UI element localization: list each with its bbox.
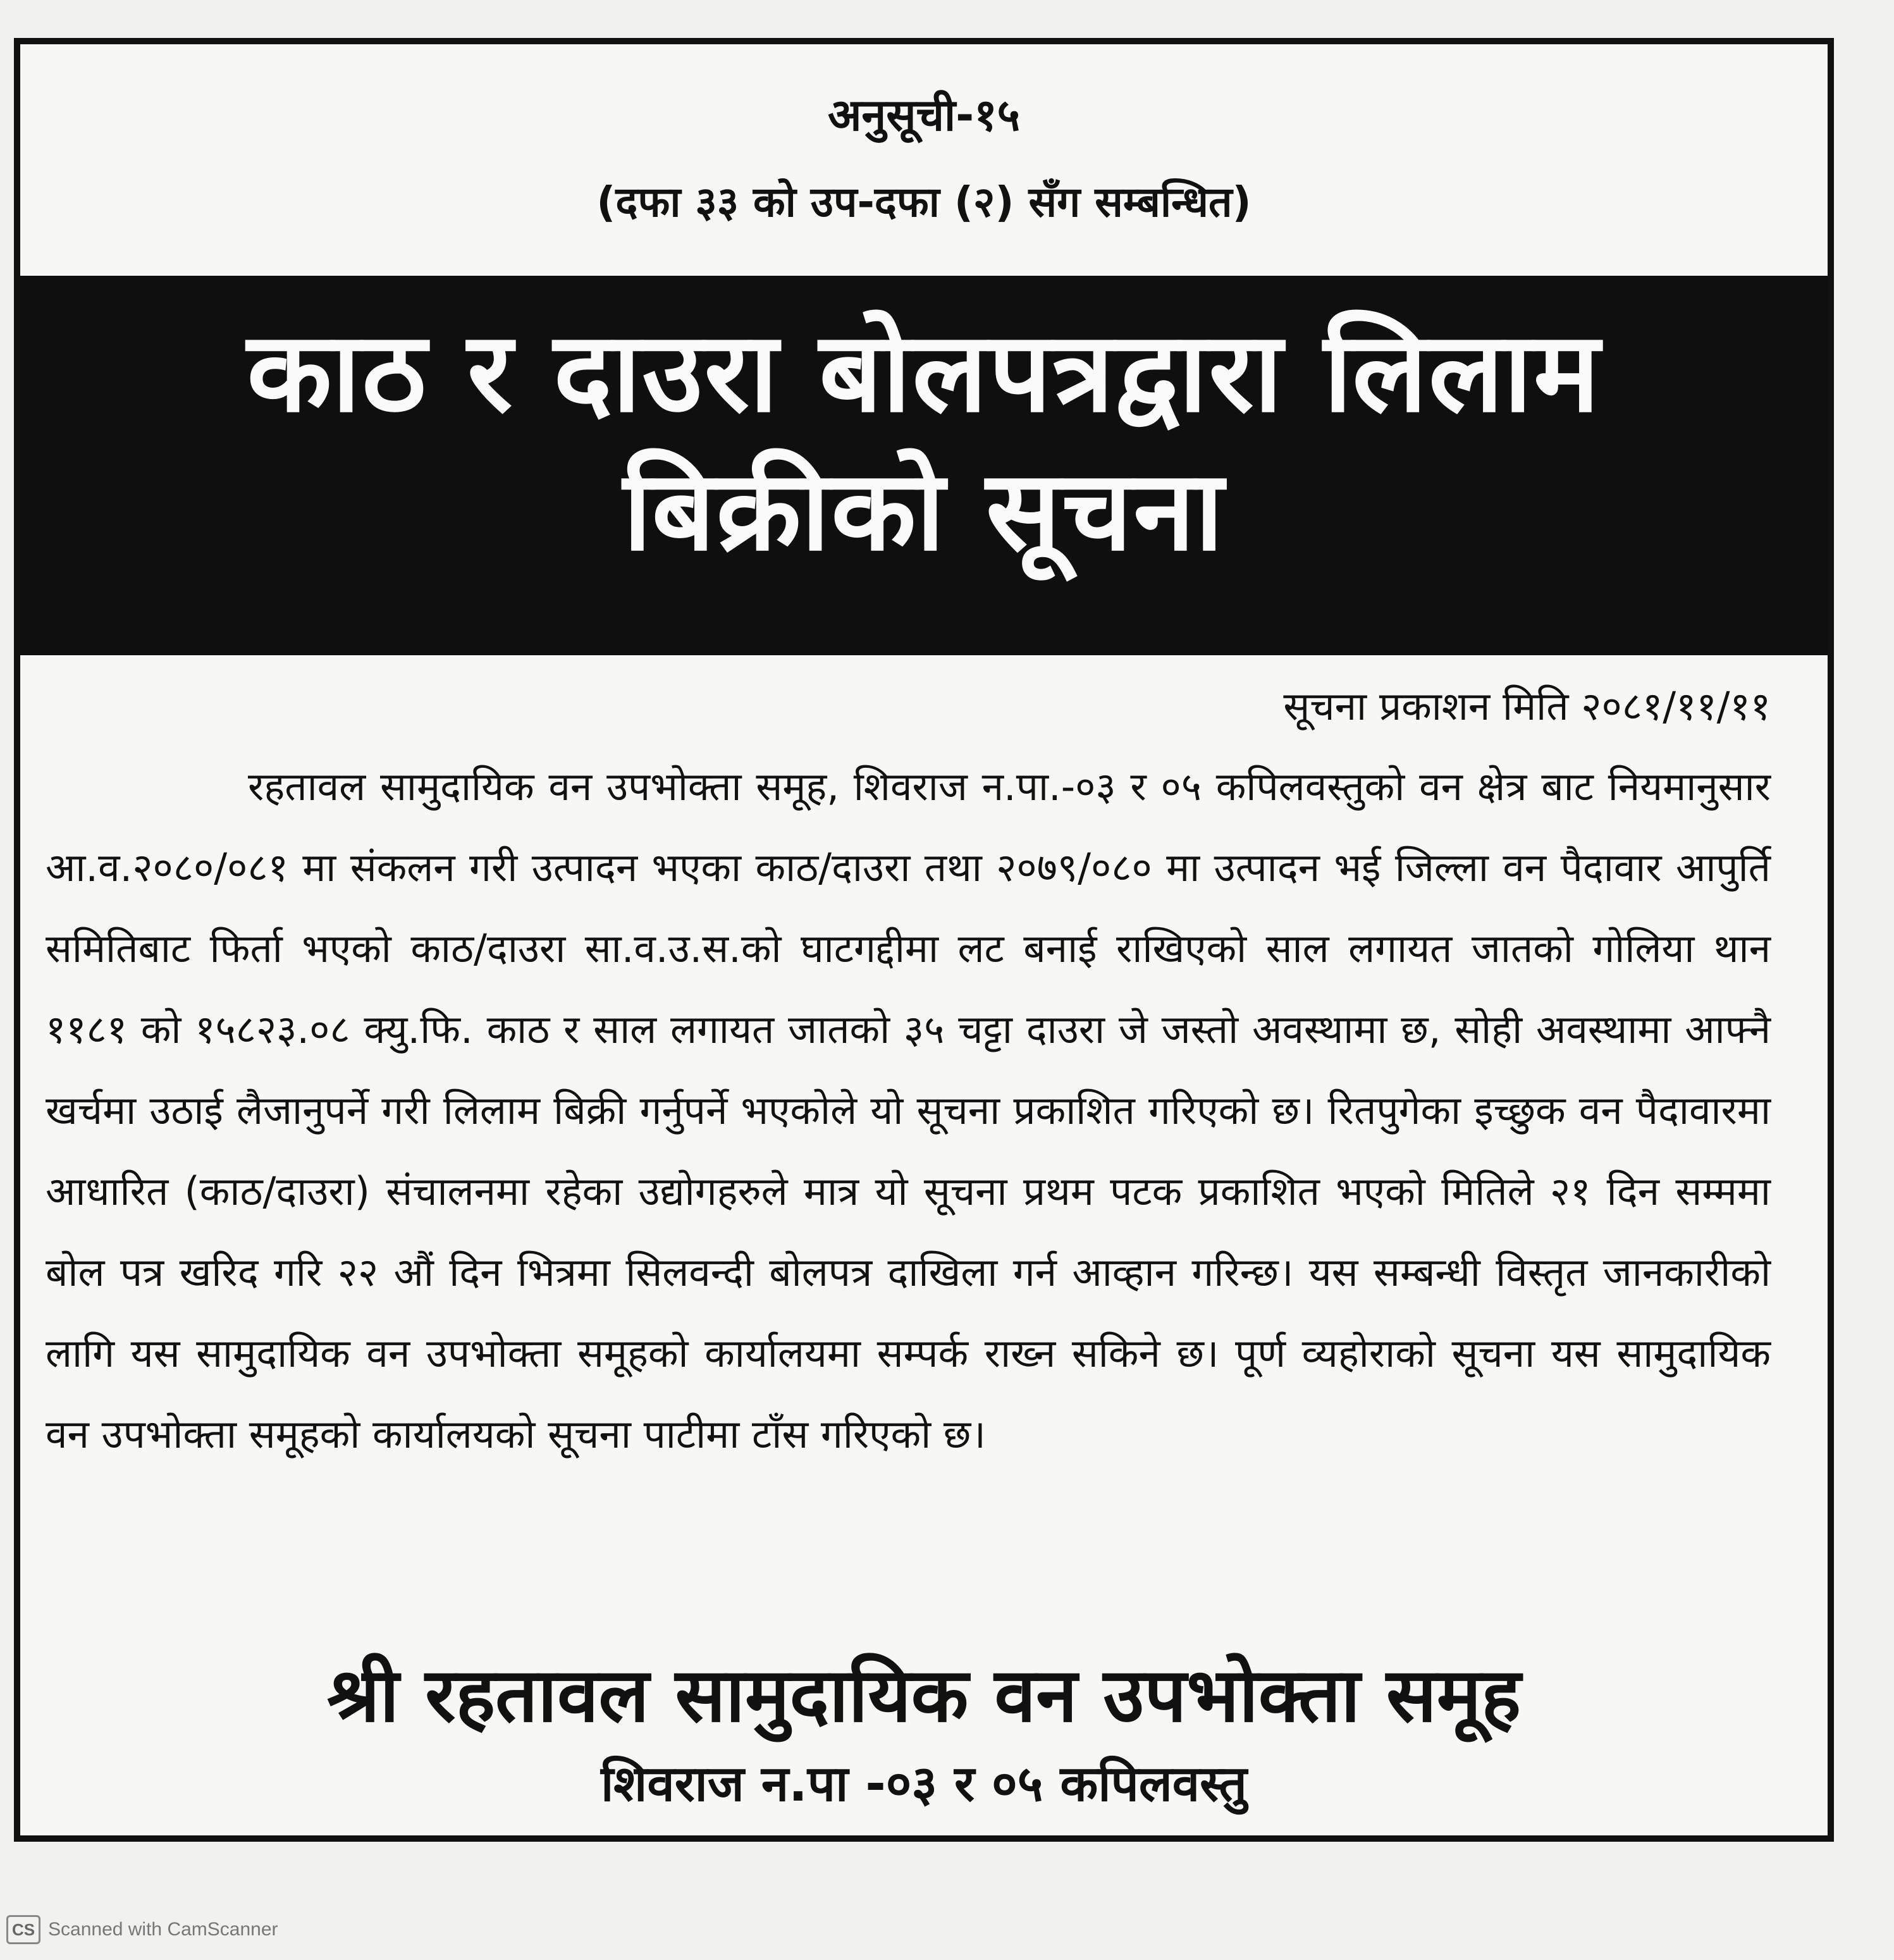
banner-title-line-1: काठ र दाउरा बोलपत्रद्वारा लिलाम [247, 309, 1601, 437]
organization-address: शिवराज न.पा -०३ र ०५ कपिलवस्तु [601, 1756, 1247, 1813]
organization-name: श्री रहतावल सामुदायिक वन उपभोक्ता समूह [327, 1651, 1521, 1739]
schedule-title: अनुसूची-१५ [827, 89, 1021, 141]
banner-title-line-2: बिक्रीको सूचना [623, 447, 1225, 576]
scanner-text: Scanned with CamScanner [48, 1919, 278, 1940]
camscanner-logo-icon: CS [6, 1915, 40, 1944]
publish-date: सूचना प्रकाशन मिति २०८१/११/११ [1283, 683, 1771, 729]
notice-title-banner [20, 276, 1828, 655]
schedule-header [20, 44, 1828, 272]
notice-frame [14, 38, 1834, 1842]
scanner-watermark [6, 1915, 278, 1944]
notice-body: रहतावल सामुदायिक वन उपभोक्ता समूह, शिवराज न.पा.-०३ र ०५ कपिलवस्तुको वन क्षेत्र बाट नियमानुसार आ.व.२०८०/०८१ मा संकलन गरी उत्पादन भएका काठ/दाउरा तथा २०७९/०८० मा उत्पादन भई जिल्ला वन पैदावार आपुर्ति समितिबाट फिर्ता भएको काठ/दाउरा सा.व.उ.स.को घाटगद्दीमा लट बनाई राखिएको साल लगायत जातको गोलिया थान ११८१ को १५८२३.०८ क्यु.फि. काठ र साल लगायत जातको ३५ चट्टा दाउरा जे जस्तो अवस्थामा छ, सोही अवस्थामा आफ्नै खर्चमा उठाई लैजानुपर्ने गरी लिलाम बिक्री गर्नुपर्ने भएकोले यो सूचना प्रकाशित गरिएको छ। रितपुगेका इच्छुक वन पैदावारमा आधारित (काठ/दाउरा) संचालनमा रहेका उद्योगहरुले मात्र यो सूचना प्रथम पटक प्रकाशित भएको मितिले २१ दिन सम्ममा बोल पत्र खरिद गरि २२ औं दिन भित्रमा सिलवन्दी बोलपत्र दाखिला गर्न आव्हान गरिन्छ। यस सम्बन्धी विस्तृत जानकारीको लागि यस सामुदायिक वन उपभोक्ता समूहको कार्यालयमा सम्पर्क राख्न सकिने छ। पूर्ण व्यहोराको सूचना यस सामुदायिक वन उपभोक्ता समूहको कार्यालयको सूचना पाटीमा टाँस गरिएको छ। [46, 763, 1771, 1457]
schedule-reference: (दफा ३३ को उप-दफा (२) सँग सम्बन्धित) [596, 178, 1251, 226]
